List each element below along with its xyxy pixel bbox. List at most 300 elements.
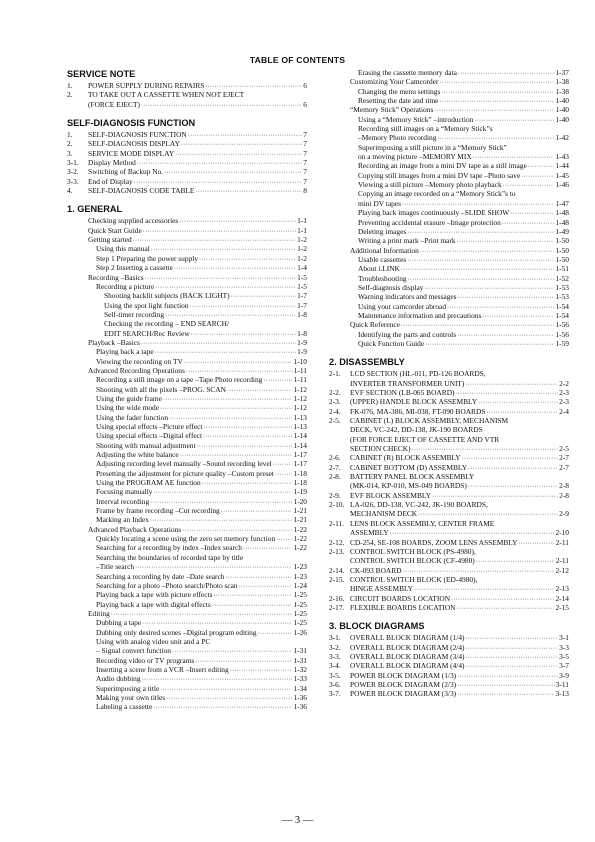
toc-entry[interactable] — [67, 590, 307, 599]
toc-entry[interactable] — [67, 319, 307, 328]
toc-entry[interactable] — [67, 254, 307, 263]
entry-title: (UPPER) HANDLE BLOCK ASSEMBLY — [350, 397, 478, 407]
entry-page-number: 1-22 — [293, 543, 307, 553]
dot-leader — [150, 515, 292, 524]
entry-title: mini DV tapes — [358, 198, 401, 208]
dot-leader — [276, 534, 292, 543]
entry-title: SELF-DIAGNOSIS FUNCTION — [88, 130, 187, 140]
entry-page-number: 2-13 — [555, 584, 569, 594]
toc-entry[interactable] — [329, 199, 569, 208]
entry-title: Changing the menu settings — [358, 86, 441, 96]
toc-entry[interactable] — [67, 301, 307, 310]
entry-page-number: 2-8 — [559, 481, 569, 491]
toc-entry[interactable] — [329, 407, 569, 416]
toc-entry[interactable] — [67, 263, 307, 272]
dot-leader — [175, 149, 302, 158]
dot-leader — [414, 584, 554, 593]
toc-entry[interactable] — [329, 283, 569, 292]
entry-page-number: 1-50 — [555, 245, 569, 255]
entry-title: Viewing the recording on TV — [96, 356, 183, 366]
toc-entry[interactable] — [329, 538, 569, 547]
entry-page-number: 1-17 — [293, 459, 307, 469]
entry-title: Searching for a photo –Photo search/Photo scan — [96, 580, 238, 590]
toc-entry[interactable] — [329, 302, 569, 311]
entry-title: Playing back a tape with picture effects — [96, 590, 213, 600]
entry-page-number: 1-5 — [297, 281, 307, 291]
toc-entry[interactable] — [329, 584, 569, 593]
toc-entry[interactable] — [67, 139, 307, 148]
entry-title: Writing a print mark –Print mark — [358, 236, 456, 246]
entry-title: Self-timer recording — [104, 309, 165, 319]
toc-entry[interactable] — [67, 628, 307, 637]
toc-entry[interactable] — [67, 637, 307, 646]
dot-leader — [153, 702, 292, 711]
dot-leader — [457, 680, 555, 689]
entry-title: Shooting with manual adjustment — [96, 440, 196, 450]
dot-leader — [180, 450, 293, 459]
toc-entry[interactable] — [67, 394, 307, 403]
entry-page-number: 1-47 — [555, 198, 569, 208]
dot-leader — [155, 282, 296, 291]
dot-leader — [465, 661, 558, 670]
dot-leader — [474, 115, 554, 124]
dot-leader — [141, 100, 302, 109]
toc-entry[interactable] — [67, 338, 307, 347]
entry-title: Self-diagnosis display — [358, 282, 424, 292]
entry-number: 2. — [67, 90, 73, 100]
dot-leader — [402, 199, 554, 208]
toc-entry[interactable] — [67, 581, 307, 590]
dot-leader — [225, 572, 292, 581]
toc-entry[interactable] — [67, 441, 307, 450]
entry-page-number: 1-4 — [297, 263, 307, 273]
toc-entry[interactable] — [329, 171, 569, 180]
entry-page-number: 2-4 — [559, 406, 569, 416]
dot-leader — [227, 385, 292, 394]
toc-entry[interactable] — [329, 416, 569, 425]
dot-leader — [191, 329, 296, 338]
dot-leader — [468, 481, 558, 490]
toc-entry[interactable] — [329, 435, 569, 444]
toc-entry[interactable] — [67, 665, 307, 674]
dot-leader — [465, 643, 558, 652]
toc-entry[interactable] — [67, 216, 307, 225]
toc-entry[interactable] — [329, 680, 569, 689]
toc-entry[interactable] — [329, 68, 569, 77]
toc-entry[interactable] — [329, 311, 569, 320]
toc-entry[interactable] — [329, 491, 569, 500]
entry-title: EVF SECTION (LB-065 BOARD) — [350, 388, 455, 397]
entry-number: 1. — [67, 81, 73, 90]
toc-entry[interactable] — [67, 177, 307, 186]
entry-title: Playing back a tape with digital effects — [96, 599, 211, 609]
toc-entry[interactable] — [329, 643, 569, 652]
toc-entry[interactable] — [67, 450, 307, 459]
toc-entry[interactable] — [329, 87, 569, 96]
toc-entry[interactable] — [67, 487, 307, 496]
toc-entry[interactable] — [67, 385, 307, 394]
dot-leader — [465, 652, 558, 661]
entry-title: Searching the boundaries of recorded tape by title — [96, 552, 244, 562]
entry-number: 2-9. — [329, 490, 341, 500]
toc-entry[interactable] — [67, 600, 307, 609]
dot-leader — [451, 594, 554, 603]
toc-entry[interactable] — [67, 235, 307, 244]
toc-entry[interactable] — [67, 553, 307, 562]
toc-entry[interactable] — [329, 264, 569, 273]
toc-entry[interactable] — [329, 274, 569, 283]
toc-entry[interactable] — [67, 167, 307, 176]
toc-entry[interactable] — [67, 525, 307, 534]
dot-leader — [457, 603, 555, 612]
toc-entry[interactable] — [67, 413, 307, 422]
toc-entry[interactable] — [67, 310, 307, 319]
toc-entry[interactable] — [67, 646, 307, 655]
section-heading: 3. BLOCK DIAGRAMS — [329, 621, 425, 632]
toc-entry[interactable] — [67, 357, 307, 366]
page-title: TABLE OF CONTENTS — [249, 55, 346, 65]
entry-number: 2-4. — [329, 406, 341, 416]
entry-title: Using a “Memory Stick” –introduction — [358, 114, 474, 124]
dot-leader — [143, 226, 296, 235]
toc-entry[interactable] — [67, 656, 307, 665]
entry-title: Adjusting the white balance — [96, 450, 179, 460]
entry-page-number: 1-53 — [555, 282, 569, 292]
dot-leader — [521, 171, 554, 180]
dot-leader — [133, 235, 296, 244]
toc-entry[interactable] — [329, 689, 569, 698]
entry-page-number: 2-15 — [555, 602, 569, 612]
entry-page-number: 1-25 — [293, 599, 307, 609]
entry-page-number: 1-38 — [555, 86, 569, 96]
toc-entry[interactable] — [67, 100, 307, 109]
entry-number: 2-7. — [329, 462, 341, 472]
entry-title: Playing back images continuously –SLIDE SHOW — [358, 208, 510, 218]
toc-entry[interactable] — [329, 330, 569, 339]
toc-entry[interactable] — [67, 506, 307, 515]
toc-entry[interactable] — [329, 218, 569, 227]
toc-entry[interactable] — [329, 556, 569, 565]
dot-leader — [142, 618, 292, 627]
toc-entry[interactable] — [67, 226, 307, 235]
toc-entry[interactable] — [67, 366, 307, 375]
toc-entry[interactable] — [329, 133, 569, 142]
entry-title: CABINET (R) BLOCK ASSEMBLY — [350, 453, 461, 463]
toc-entry[interactable] — [329, 246, 569, 255]
dot-leader — [447, 302, 554, 311]
entry-title: ASSEMBLY — [350, 528, 389, 538]
toc-entry[interactable] — [329, 671, 569, 680]
toc-entry[interactable] — [329, 519, 569, 528]
entry-page-number: 2-2 — [559, 378, 569, 388]
entry-page-number: 3-5 — [559, 651, 569, 661]
toc-entry[interactable] — [329, 481, 569, 490]
toc-entry[interactable] — [329, 575, 569, 584]
entry-page-number: 1-18 — [293, 478, 307, 488]
entry-title: OVERALL BLOCK DIAGRAM (3/4) — [350, 651, 465, 661]
dot-leader — [441, 87, 554, 96]
toc-entry[interactable] — [67, 702, 307, 711]
entry-number: 4. — [67, 186, 73, 196]
entry-page-number: 1-12 — [293, 403, 307, 413]
entry-page-number: 1-12 — [293, 393, 307, 403]
entry-page-number: 1-20 — [293, 496, 307, 506]
entry-title: Adjusting recording level manually –Sound recording level — [96, 459, 272, 469]
dot-leader — [141, 338, 296, 347]
toc-entry[interactable] — [329, 528, 569, 537]
section-gap — [67, 109, 307, 117]
entry-title: Using special effects –Digital effect — [96, 431, 203, 441]
dot-leader — [434, 105, 554, 114]
entry-title: Superimposing a title — [96, 683, 160, 693]
dot-leader — [172, 646, 293, 655]
toc-entry[interactable] — [67, 684, 307, 693]
entry-title: CK-093 BOARD — [350, 565, 402, 575]
toc-entry[interactable] — [67, 158, 307, 167]
entry-page-number: 1-14 — [293, 440, 307, 450]
entry-title: Inserting a scene from a VCR –Insert editing — [96, 664, 229, 674]
entry-title: Deleting images — [358, 226, 407, 236]
toc-entry[interactable] — [67, 90, 307, 99]
toc-entry[interactable] — [329, 594, 569, 603]
toc-entry[interactable] — [329, 463, 569, 472]
toc-entry[interactable] — [67, 81, 307, 90]
dot-leader — [169, 413, 292, 422]
entry-page-number: 1-32 — [293, 664, 307, 674]
dot-leader — [390, 528, 555, 537]
entry-title: Using special effects –Picture effect — [96, 422, 203, 431]
entry-title: CONTROL SWITCH BLOCK (ED-4980), — [350, 574, 478, 584]
toc-entry[interactable] — [67, 497, 307, 506]
entry-title: CONTROL SWITCH BLOCK (PS-4980), — [350, 546, 476, 556]
section-heading: SELF-DIAGNOSIS FUNCTION — [67, 118, 196, 129]
toc-entry[interactable] — [329, 115, 569, 124]
entry-number: 3-4. — [329, 661, 341, 671]
toc-entry[interactable] — [67, 291, 307, 300]
entry-page-number: 1-2 — [297, 235, 307, 245]
toc-entry[interactable] — [329, 453, 569, 462]
toc-entry[interactable] — [329, 425, 569, 434]
toc-entry[interactable] — [67, 515, 307, 524]
toc-entry[interactable] — [329, 152, 569, 161]
toc-entry[interactable] — [329, 292, 569, 301]
entry-title: POWER BLOCK DIAGRAM (1/3) — [350, 670, 457, 680]
toc-entry[interactable] — [67, 186, 307, 195]
toc-entry[interactable] — [67, 562, 307, 571]
entry-page-number: 7 — [303, 176, 307, 186]
toc-entry[interactable] — [67, 674, 307, 683]
entry-title: Playing back a tape — [96, 347, 154, 357]
dot-leader — [437, 133, 554, 142]
toc-entry[interactable] — [329, 547, 569, 556]
dot-leader — [401, 320, 555, 329]
entry-page-number: 1-8 — [297, 328, 307, 338]
entry-page-number: 3-3 — [559, 642, 569, 652]
toc-entry[interactable] — [329, 661, 569, 670]
dot-leader — [468, 463, 558, 472]
entry-page-number: 1-31 — [293, 655, 307, 665]
toc-entry[interactable] — [329, 509, 569, 518]
toc-entry[interactable] — [329, 227, 569, 236]
entry-title: –Memory Photo recording — [358, 133, 437, 143]
toc-entry[interactable] — [67, 572, 307, 581]
toc-entry[interactable] — [67, 543, 307, 552]
entry-page-number: 7 — [303, 148, 307, 158]
entry-title: Making your own titles — [96, 692, 166, 702]
entry-number: 3-3. — [67, 176, 79, 186]
dot-leader — [164, 167, 302, 176]
entry-page-number: 1-37 — [555, 68, 569, 77]
dot-leader — [510, 208, 554, 217]
toc-entry[interactable] — [67, 534, 307, 543]
toc-entry[interactable] — [329, 236, 569, 245]
page-number: — 3 — — [281, 815, 314, 826]
entry-page-number: 1-59 — [555, 338, 569, 348]
toc-entry[interactable] — [67, 282, 307, 291]
dot-leader — [202, 478, 293, 487]
entry-title: Erasing the cassette memory data — [358, 68, 457, 77]
toc-entry[interactable] — [329, 96, 569, 105]
toc-entry[interactable] — [329, 320, 569, 329]
toc-entry[interactable] — [67, 375, 307, 384]
entry-page-number: 2-8 — [559, 490, 569, 500]
entry-title: Checking the recording – END SEARCH/ — [104, 319, 230, 329]
dot-leader — [518, 538, 554, 547]
entry-page-number: 1-10 — [293, 356, 307, 366]
toc-entry[interactable] — [67, 478, 307, 487]
toc-entry[interactable] — [67, 149, 307, 158]
toc-entry[interactable] — [67, 422, 307, 431]
entry-title: CABINET BOTTOM (D) ASSEMBLY — [350, 462, 468, 472]
toc-entry[interactable] — [67, 618, 307, 627]
dot-leader — [432, 491, 558, 500]
entry-title: Shooting backlit subjects (BACK LIGHT) — [104, 291, 230, 301]
dot-leader — [458, 292, 555, 301]
dot-leader — [486, 407, 558, 416]
entry-title: Advanced Recording Operations — [88, 365, 185, 375]
entry-page-number: 1-18 — [293, 468, 307, 478]
entry-page-number: 1-54 — [555, 310, 569, 320]
entry-title: Marking an Index — [96, 515, 149, 525]
toc-entry[interactable] — [329, 388, 569, 397]
toc-entry[interactable] — [67, 459, 307, 468]
toc-entry[interactable] — [67, 244, 307, 253]
entry-page-number: 6 — [303, 99, 307, 109]
toc-entry[interactable] — [67, 329, 307, 338]
dot-leader — [195, 656, 292, 665]
entry-title: Presetting the adjustment for picture quality –Custom preset — [96, 468, 274, 478]
entry-title: EVF BLOCK ASSEMBLY — [350, 490, 431, 500]
dot-leader — [528, 161, 555, 170]
entry-title: Getting started — [88, 235, 132, 245]
dot-leader — [179, 216, 296, 225]
entry-title: CONTROL SWITCH BLOCK (CF-4980) — [350, 556, 475, 566]
toc-entry[interactable] — [67, 273, 307, 282]
entry-title: FK-076, MA-386, MI-038, FT-090 BOARDS — [350, 406, 486, 416]
toc-entry[interactable] — [67, 469, 307, 478]
entry-page-number: 1-56 — [555, 320, 569, 330]
toc-entry[interactable] — [329, 189, 569, 198]
entry-page-number: 1-53 — [555, 292, 569, 302]
toc-entry[interactable] — [329, 105, 569, 114]
entry-page-number: 1-48 — [555, 217, 569, 227]
toc-entry[interactable] — [67, 403, 307, 412]
entry-title: CD-254, SE-108 BOARDS, ZOOM LENS ASSEMBLY — [350, 537, 518, 547]
toc-entry[interactable] — [67, 609, 307, 618]
entry-title: Identifying the parts and controls — [358, 329, 457, 339]
entry-title: POWER SUPPLY DURING REPAIRS — [88, 81, 205, 90]
entry-title: Searching a recording by date –Date search — [96, 571, 225, 581]
entry-page-number: 1-45 — [555, 170, 569, 180]
toc-entry[interactable] — [329, 397, 569, 406]
toc-entry[interactable] — [329, 379, 569, 388]
toc-entry[interactable] — [329, 339, 569, 348]
dot-leader — [150, 497, 292, 506]
toc-entry[interactable] — [329, 369, 569, 378]
entry-page-number: 1-34 — [293, 683, 307, 693]
dot-leader — [439, 96, 554, 105]
entry-title: Maintenance information and precautions — [358, 310, 482, 320]
entry-page-number: 2-7 — [559, 453, 569, 463]
toc-entry[interactable] — [67, 431, 307, 440]
toc-entry[interactable] — [329, 255, 569, 264]
entry-title: Step 2 Inserting a cassette — [96, 263, 173, 273]
toc-entry[interactable] — [329, 603, 569, 612]
dot-leader — [199, 254, 296, 263]
entry-title: Superimposing a still picture in a “Memory Stick” — [358, 142, 507, 152]
entry-page-number: 2-11 — [555, 556, 569, 566]
dot-leader — [457, 330, 554, 339]
toc-entry[interactable] — [329, 500, 569, 509]
entry-title: Quick Reference — [350, 320, 400, 330]
entry-title: SELF-DIAGNOSIS DISPLAY — [88, 139, 180, 149]
toc-entry[interactable] — [67, 693, 307, 702]
entry-page-number: 2-7 — [559, 462, 569, 472]
toc-entry[interactable] — [329, 208, 569, 217]
dot-leader — [165, 310, 296, 319]
toc-entry[interactable] — [329, 444, 569, 453]
toc-entry[interactable] — [329, 566, 569, 575]
toc-entry[interactable] — [329, 161, 569, 170]
toc-entry[interactable] — [329, 633, 569, 642]
entry-title: Using this manual — [96, 244, 150, 254]
toc-entry[interactable] — [67, 130, 307, 139]
toc-entry[interactable] — [329, 77, 569, 86]
entry-page-number: 1-49 — [555, 226, 569, 236]
entry-title: Switching of Backup No. — [88, 167, 164, 177]
toc-entry[interactable] — [329, 124, 569, 133]
toc-entry[interactable] — [67, 347, 307, 356]
section-gap — [329, 612, 569, 620]
toc-entry[interactable] — [329, 652, 569, 661]
toc-entry[interactable] — [329, 180, 569, 189]
entry-title: OVERALL BLOCK DIAGRAM (4/4) — [350, 661, 465, 671]
entry-title: LCD SECTION (HL-011, PD-126 BOARDS, — [350, 369, 486, 379]
toc-entry[interactable] — [329, 472, 569, 481]
entry-page-number: 1-40 — [555, 96, 569, 106]
dot-leader — [231, 291, 297, 300]
entry-title: Quick Function Guide — [358, 338, 425, 348]
entry-page-number: 1-7 — [297, 291, 307, 301]
entry-page-number: 2-11 — [555, 537, 569, 547]
entry-number: 2-12. — [329, 537, 345, 547]
entry-number: 3-2. — [329, 642, 341, 652]
entry-title: on a moving picture –MEMORY MIX — [358, 152, 472, 162]
dot-leader — [407, 255, 554, 264]
entry-page-number: 7 — [303, 130, 307, 140]
entry-page-number: 7 — [303, 139, 307, 149]
toc-entry[interactable] — [329, 143, 569, 152]
